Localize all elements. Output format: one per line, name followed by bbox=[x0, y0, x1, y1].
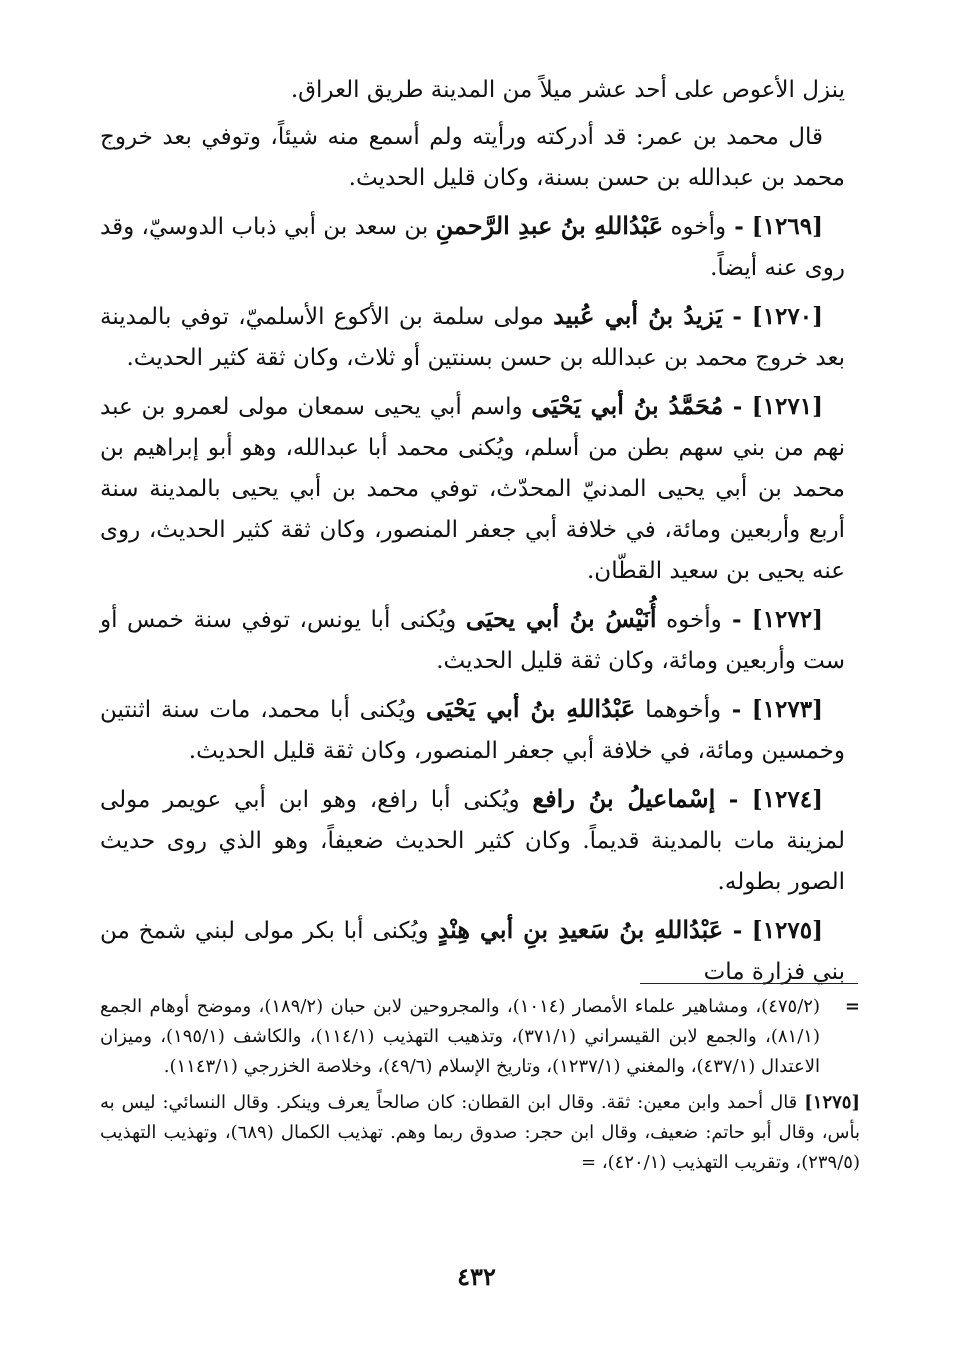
entry-1272 bbox=[100, 598, 845, 682]
footnote-divider bbox=[640, 983, 858, 984]
entry-text: ويُكنى أبا رافع، وهو ابن أبي عويمر مولى لمزينة مات بالمدينة قديماً. وكان كثير الحديث ضعيفاً، وهو الذي روى حديث الصور بطوله. bbox=[100, 787, 845, 895]
entry-name: يَزيدُ بنُ أبي عُبيد bbox=[553, 301, 723, 330]
footnote-continuation-text: (٤٧٥/٢)، ومشاهير علماء الأمصار (١٠١٤)، والمجروحين لابن حبان (١٨٩/٢)، وموضح أوهام الجمع (٨١/١)، والجمع لابن القيسراني (٣٧١/١)، وتذهيب التهذيب (١١٤/١)، والكاشف (١٩٥/١)، وميزان الاعتدال (٤٣٧/١)، والمغني (١٢٣٧/١)، وتاريخ الإسلام (٤٩/٦)، وخلاصة الخزرجي (١١٤٣/١). bbox=[100, 996, 820, 1077]
entry-text: ويُكنى أبا يونس، توفي سنة خمس أو ست وأربعين ومائة، وكان ثقة قليل الحديث. bbox=[100, 607, 845, 674]
entry-number: [١٢٧٠] - bbox=[722, 303, 824, 330]
entry-prefix: وأخوهما bbox=[635, 697, 722, 723]
paragraph-ibn-umar: قال محمد بن عمر: قد أدركته ورأيته ولم أسمع منه شيئاً، وتوفي بعد خروج محمد بن عبدالله بن حسن بسنة، وكان قليل الحديث. bbox=[100, 124, 845, 191]
footnote-number: [١٢٧٥] bbox=[804, 1092, 860, 1113]
entry-1269 bbox=[100, 205, 845, 289]
entry-name: إسْماعيلُ بنُ رافع bbox=[532, 784, 716, 813]
footnote-1275 bbox=[100, 1088, 860, 1178]
entry-text: مولى سلمة بن الأكوع الأسلميّ، توفي بالمدينة بعد خروج محمد بن عبدالله بن حسن بسنتين أو ثلاث، وكان ثقة كثير الحديث. bbox=[100, 304, 845, 371]
entry-prefix: وأخوه bbox=[663, 214, 727, 240]
entry-1271 bbox=[100, 385, 845, 592]
continuation-mark: = bbox=[844, 996, 860, 1017]
opening-line: ينزل الأعوص على أحد عشر ميلاً من المدينة طريق العراق. bbox=[290, 77, 845, 103]
entry-name: عَبْدُاللهِ بنُ سَعيدِ بنِ أبي هِنْدٍ bbox=[437, 915, 724, 944]
entry-name: عَبْدُاللهِ بنُ أبي يَحْيَى bbox=[425, 694, 636, 723]
entry-number: [١٢٧١] - bbox=[723, 393, 823, 420]
entry-name: أُنَيْسُ بنُ أبي يحيَى bbox=[465, 604, 657, 633]
entry-number: [١٢٧٥] - bbox=[723, 917, 823, 944]
page-number: ٤٣٢ bbox=[457, 1262, 496, 1291]
entry-name: مُحَمَّدُ بنُ أبي يَحْيَى bbox=[531, 391, 724, 420]
entry-name: عَبْدُاللهِ بنُ عبدِ الرَّحمنِ bbox=[435, 211, 664, 240]
entry-number: [١٢٦٩] - bbox=[726, 213, 823, 240]
entry-number: [١٢٧٣] - bbox=[721, 696, 823, 723]
footnote-continuation bbox=[100, 992, 860, 1082]
entry-number: [١٢٧٤] - bbox=[715, 786, 823, 813]
entry-text: ويُكنى أبا بكر مولى لبني شمخ من بني فزارة مات bbox=[100, 918, 845, 985]
footnotes bbox=[100, 992, 860, 1184]
entry-prefix: وأخوه bbox=[656, 607, 722, 633]
entry-number: [١٢٧٢] - bbox=[721, 606, 823, 633]
main-text bbox=[100, 70, 845, 999]
entry-text: ويُكنى أبا محمد، مات سنة اثنتين وخمسين ومائة، في خلافة أبي جعفر المنصور، وكان ثقة قليل الحديث. bbox=[100, 697, 845, 764]
footnote-text: قال أحمد وابن معين: ثقة. وقال ابن القطان: كان صالحاً يعرف وينكر. وقال النسائي: ليس به بأس، وقال أبو حاتم: ضعيف، وقال ابن حجر: صدوق ربما وهم. تهذيب الكمال (٦٨٩)، وتهذيب التهذيب (٢٣٩/٥)، وتقريب التهذيب (٤٢٠/١)، = bbox=[100, 1092, 860, 1173]
entry-text: واسم أبي يحيى سمعان مولى لعمرو بن عبد نهم من بني سهم بطن من أسلم، ويُكنى محمد أبا عبدالله، وهو أبو إبراهيم بن محمد بن أبي يحيى المدنيّ المحدّث، توفي محمد بن أبي يحيى بالمدينة سنة أربع وأربعين ومائة، في خلافة أبي جعفر المنصور، وكان ثقة كثير الحديث، روى عنه يحيى بن سعيد القطّان. bbox=[100, 394, 845, 584]
entry-1274 bbox=[100, 778, 845, 903]
entry-1273 bbox=[100, 688, 845, 772]
entry-1275 bbox=[100, 909, 845, 993]
entry-1270 bbox=[100, 295, 845, 379]
entry-text: بن سعد بن أبي ذباب الدوسيّ، وقد روى عنه أيضاً. bbox=[100, 214, 845, 281]
main-body bbox=[100, 70, 845, 993]
